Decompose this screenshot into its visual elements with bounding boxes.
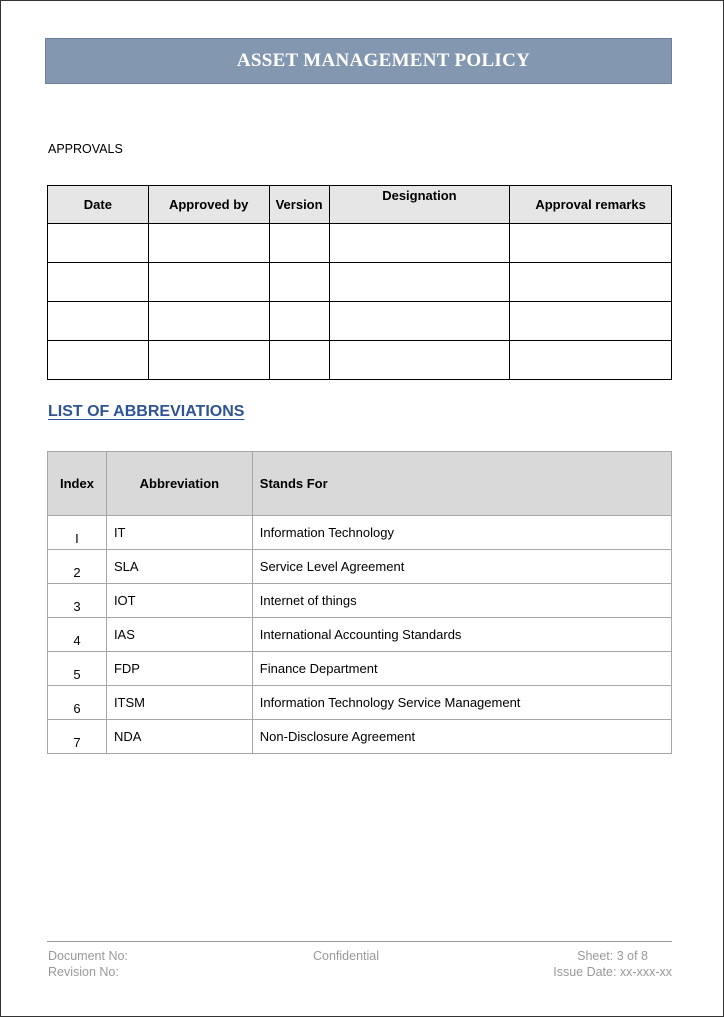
- approvals-cell[interactable]: [269, 263, 329, 302]
- abbreviation-meaning: Information Technology: [252, 516, 671, 550]
- approvals-cell[interactable]: [510, 224, 672, 263]
- approvals-cell[interactable]: [148, 224, 269, 263]
- approvals-header-designation: Designation: [329, 186, 510, 224]
- abbreviation-row: [48, 652, 672, 686]
- footer-issue-date: Issue Date: xx-xxx-xx: [553, 965, 672, 979]
- abbreviation-index: 3: [48, 584, 107, 618]
- abbreviation-meaning: Finance Department: [252, 652, 671, 686]
- abbreviation-index: 2: [48, 550, 107, 584]
- footer-confidential: Confidential: [313, 949, 380, 963]
- approvals-cell[interactable]: [329, 263, 510, 302]
- footer-divider: [47, 941, 672, 942]
- abbreviation-code: ITSM: [106, 686, 252, 720]
- abbreviation-row: [48, 618, 672, 652]
- abbreviation-index: 7: [48, 720, 107, 754]
- approvals-cell[interactable]: [329, 302, 510, 341]
- approvals-cell[interactable]: [329, 341, 510, 380]
- abbreviation-index: I: [48, 516, 107, 550]
- footer-revision-no: Revision No:: [48, 965, 119, 979]
- abbreviation-row: [48, 516, 672, 550]
- approvals-label: APPROVALS: [48, 142, 123, 156]
- approvals-row: [48, 224, 672, 263]
- abbreviation-meaning: Service Level Agreement: [252, 550, 671, 584]
- approvals-header-date: Date: [48, 186, 149, 224]
- approvals-cell[interactable]: [510, 341, 672, 380]
- abbreviation-row: [48, 550, 672, 584]
- abbreviations-heading: LIST OF ABBREVIATIONS: [48, 403, 245, 420]
- abbreviation-code: NDA: [106, 720, 252, 754]
- abbreviation-meaning: Information Technology Service Management: [252, 686, 671, 720]
- abbreviation-row: [48, 720, 672, 754]
- approvals-header-approved-by: Approved by: [148, 186, 269, 224]
- approvals-cell[interactable]: [148, 263, 269, 302]
- abbreviation-code: SLA: [106, 550, 252, 584]
- abbreviation-row: [48, 584, 672, 618]
- approvals-cell[interactable]: [269, 341, 329, 380]
- approvals-row: [48, 263, 672, 302]
- approvals-header-remarks: Approval remarks: [510, 186, 672, 224]
- abbreviation-index: 6: [48, 686, 107, 720]
- abbreviation-meaning: Internet of things: [252, 584, 671, 618]
- abbreviation-meaning: Non-Disclosure Agreement: [252, 720, 671, 754]
- approvals-table: [47, 185, 672, 380]
- abbreviation-index: 5: [48, 652, 107, 686]
- abbreviations-header-row: [48, 452, 672, 516]
- abbreviation-code: IOT: [106, 584, 252, 618]
- abbreviation-code: FDP: [106, 652, 252, 686]
- abbreviations-header-index: Index: [48, 452, 107, 516]
- approvals-cell[interactable]: [48, 341, 149, 380]
- approvals-cell[interactable]: [48, 263, 149, 302]
- approvals-cell[interactable]: [48, 302, 149, 341]
- abbreviation-meaning: International Accounting Standards: [252, 618, 671, 652]
- approvals-cell[interactable]: [269, 224, 329, 263]
- approvals-cell[interactable]: [510, 302, 672, 341]
- approvals-header-version: Version: [269, 186, 329, 224]
- approvals-cell[interactable]: [148, 341, 269, 380]
- footer-document-no: Document No:: [48, 949, 128, 963]
- abbreviation-code: IAS: [106, 618, 252, 652]
- abbreviations-header-abbreviation: Abbreviation: [106, 452, 252, 516]
- approvals-header-row: [48, 186, 672, 224]
- abbreviation-code: IT: [106, 516, 252, 550]
- approvals-row: [48, 302, 672, 341]
- abbreviation-row: [48, 686, 672, 720]
- title-banner: [45, 38, 672, 84]
- approvals-cell[interactable]: [329, 224, 510, 263]
- approvals-cell[interactable]: [48, 224, 149, 263]
- abbreviations-header-stands-for: Stands For: [252, 452, 671, 516]
- approvals-row: [48, 341, 672, 380]
- approvals-cell[interactable]: [269, 302, 329, 341]
- footer-sheet-number: Sheet: 3 of 8: [577, 949, 648, 963]
- document-title: ASSET MANAGEMENT POLICY: [236, 50, 531, 71]
- abbreviations-table: [47, 451, 672, 754]
- approvals-cell[interactable]: [510, 263, 672, 302]
- approvals-cell[interactable]: [148, 302, 269, 341]
- abbreviation-index: 4: [48, 618, 107, 652]
